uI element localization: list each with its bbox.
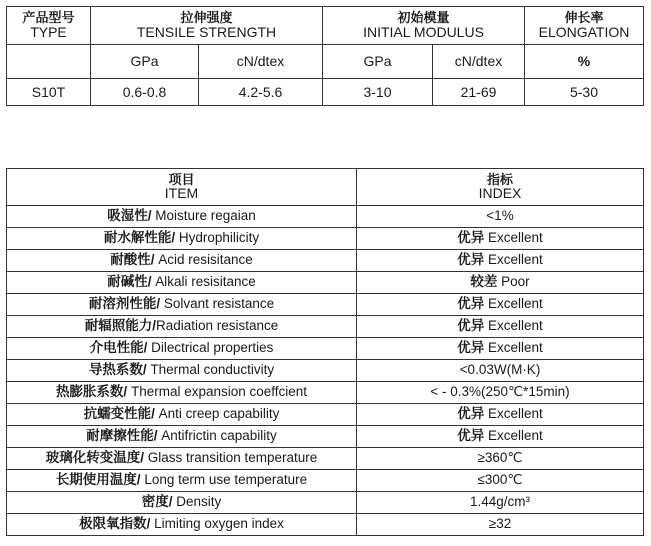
item-name-cn: 介电性能/ bbox=[89, 340, 148, 356]
index-cell bbox=[357, 492, 644, 514]
index-value: < - 0.3%(250℃*15min) bbox=[430, 384, 570, 400]
item-name-en: Long term use temperature bbox=[140, 472, 308, 488]
table-row bbox=[7, 250, 644, 272]
item-header-en: ITEM bbox=[164, 185, 199, 202]
index-value-cn: 优异 bbox=[457, 296, 485, 312]
item-header bbox=[7, 169, 357, 206]
item-name-en: Anti creep capability bbox=[154, 406, 280, 422]
item-name-cn: 导热系数/ bbox=[88, 362, 147, 378]
item-name-cn: 长期使用温度/ bbox=[55, 472, 141, 488]
table-row bbox=[7, 228, 644, 250]
item-cell bbox=[7, 426, 357, 448]
unit-cell: cN/dtex bbox=[433, 45, 525, 79]
index-value-cn: 优异 bbox=[457, 340, 485, 356]
table-row bbox=[7, 426, 644, 448]
item-name-cn: 耐溶剂性能/ bbox=[88, 296, 161, 312]
index-value-cn: 优异 bbox=[457, 406, 485, 422]
table-row bbox=[7, 448, 644, 470]
table-row bbox=[7, 382, 644, 404]
item-name-cn: 耐碱性/ bbox=[107, 274, 152, 290]
elongation-header-cn: 伸长率 bbox=[564, 10, 604, 26]
item-name-cn: 耐水解性能/ bbox=[103, 230, 176, 246]
item-cell bbox=[7, 272, 357, 294]
index-cell bbox=[357, 426, 644, 448]
table-row bbox=[7, 206, 644, 228]
unit-cell: cN/dtex bbox=[199, 45, 323, 79]
item-cell bbox=[7, 492, 357, 514]
table-row bbox=[7, 294, 644, 316]
item-name-en: Moisture regaian bbox=[151, 208, 256, 224]
index-cell bbox=[357, 382, 644, 404]
unit-cell: GPa bbox=[91, 45, 199, 79]
index-value-cn: 优异 bbox=[457, 230, 485, 246]
unit-cell: GPa bbox=[323, 45, 433, 79]
unit-cell: % bbox=[525, 45, 644, 79]
index-value-en: Poor bbox=[497, 274, 530, 290]
index-cell bbox=[357, 470, 644, 492]
index-header-cn: 指标 bbox=[486, 171, 513, 187]
item-name-en: Solvant resistance bbox=[160, 296, 275, 312]
index-value-en: Excellent bbox=[484, 318, 543, 334]
index-cell bbox=[357, 294, 644, 316]
item-cell bbox=[7, 316, 357, 338]
modulus-header bbox=[323, 7, 525, 45]
modulus-gpa-value: 3-10 bbox=[323, 79, 433, 106]
index-value-cn: 优异 bbox=[457, 428, 485, 444]
table-row bbox=[7, 272, 644, 294]
item-cell bbox=[7, 448, 357, 470]
item-name-cn: 耐摩擦性能/ bbox=[86, 428, 158, 444]
item-name-en: Thermal conductivity bbox=[146, 362, 275, 378]
item-name-en: Glass transition temperature bbox=[143, 450, 318, 466]
item-name-cn: 抗蠕变性能/ bbox=[83, 406, 155, 422]
item-name-en: Antifrictin capability bbox=[157, 428, 277, 444]
properties-body bbox=[7, 206, 644, 536]
item-name-cn: 耐辐照能力/ bbox=[84, 318, 156, 334]
table-row bbox=[7, 470, 644, 492]
item-name-en: Limiting oxygen index bbox=[150, 516, 284, 532]
tensile-header-cn: 拉伸强度 bbox=[180, 10, 233, 26]
item-cell bbox=[7, 228, 357, 250]
type-header-en: TYPE bbox=[30, 23, 67, 40]
item-name-cn: 耐酸性/ bbox=[110, 252, 155, 268]
index-cell bbox=[357, 404, 644, 426]
item-name-en: Alkali resisitance bbox=[151, 274, 256, 290]
properties-header-row bbox=[7, 169, 644, 206]
item-name-cn: 热膨胀系数/ bbox=[55, 384, 128, 400]
item-name-en: Acid resisitance bbox=[154, 252, 253, 268]
index-value: ≤300℃ bbox=[477, 472, 523, 488]
index-cell bbox=[357, 360, 644, 382]
modulus-cn-value: 21-69 bbox=[433, 79, 525, 106]
item-cell bbox=[7, 360, 357, 382]
tensile-header-en: TENSILE STRENGTH bbox=[136, 23, 277, 40]
item-cell bbox=[7, 250, 357, 272]
index-cell bbox=[357, 448, 644, 470]
item-cell bbox=[7, 470, 357, 492]
item-name-cn: 玻璃化转变温度/ bbox=[45, 450, 144, 466]
unit-cell-empty bbox=[7, 45, 91, 79]
tensile-gpa-value: 0.6-0.8 bbox=[91, 79, 199, 106]
index-value-en: Excellent bbox=[484, 340, 543, 356]
tensile-header bbox=[91, 7, 323, 45]
modulus-header-cn: 初始模量 bbox=[397, 10, 450, 26]
table-row bbox=[7, 404, 644, 426]
item-name-cn: 极限氧指数/ bbox=[79, 516, 151, 532]
table-row bbox=[7, 360, 644, 382]
spec-header-row bbox=[7, 7, 644, 45]
index-value-en: Excellent bbox=[484, 296, 543, 312]
item-header-cn: 项目 bbox=[168, 171, 195, 187]
item-name-cn: 密度/ bbox=[141, 494, 173, 510]
index-value-cn: 优异 bbox=[457, 252, 485, 268]
index-value-cn: 优异 bbox=[457, 318, 485, 334]
index-value: <1% bbox=[486, 208, 514, 224]
elongation-value: 5-30 bbox=[525, 79, 644, 106]
index-cell bbox=[357, 316, 644, 338]
index-cell bbox=[357, 228, 644, 250]
index-cell bbox=[357, 514, 644, 536]
table-row bbox=[7, 338, 644, 360]
index-value-en: Excellent bbox=[484, 230, 543, 246]
item-cell bbox=[7, 514, 357, 536]
elongation-header bbox=[525, 7, 644, 45]
item-name-en: Thermal expansion coeffcient bbox=[127, 384, 308, 400]
item-cell bbox=[7, 294, 357, 316]
item-name-en: Radiation resistance bbox=[155, 318, 279, 334]
spec-unit-row bbox=[7, 45, 644, 79]
index-cell bbox=[357, 250, 644, 272]
tensile-cn-value: 4.2-5.6 bbox=[199, 79, 323, 106]
item-name-en: Hydrophilicity bbox=[175, 230, 260, 246]
index-value: 1.44g/cm³ bbox=[469, 494, 531, 510]
index-value-en: Excellent bbox=[484, 252, 543, 268]
index-cell bbox=[357, 338, 644, 360]
index-header bbox=[357, 169, 644, 206]
index-cell bbox=[357, 272, 644, 294]
index-header-en: INDEX bbox=[478, 185, 522, 202]
type-header-cn: 产品型号 bbox=[22, 10, 75, 26]
item-name-cn: 吸湿性/ bbox=[107, 208, 152, 224]
item-cell bbox=[7, 382, 357, 404]
index-value: <0.03W(M·K) bbox=[459, 362, 541, 378]
index-value-en: Excellent bbox=[484, 406, 543, 422]
spec-value-row bbox=[7, 79, 644, 106]
item-cell bbox=[7, 404, 357, 426]
type-value: S10T bbox=[7, 79, 91, 106]
item-name-en: Density bbox=[172, 494, 222, 510]
type-header bbox=[7, 7, 91, 45]
elongation-header-en: ELONGATION bbox=[538, 23, 630, 40]
modulus-header-en: INITIAL MODULUS bbox=[363, 23, 484, 40]
index-cell bbox=[357, 206, 644, 228]
item-cell bbox=[7, 206, 357, 228]
table-row bbox=[7, 492, 644, 514]
table-row bbox=[7, 514, 644, 536]
item-name-en: Dilectrical properties bbox=[147, 340, 274, 356]
spec-table bbox=[6, 6, 644, 106]
table-row bbox=[7, 316, 644, 338]
index-value: ≥32 bbox=[488, 516, 512, 532]
index-value-cn: 较差 bbox=[470, 274, 498, 290]
properties-table bbox=[6, 168, 644, 536]
item-cell bbox=[7, 338, 357, 360]
index-value-en: Excellent bbox=[484, 428, 543, 444]
index-value: ≥360℃ bbox=[477, 450, 523, 466]
